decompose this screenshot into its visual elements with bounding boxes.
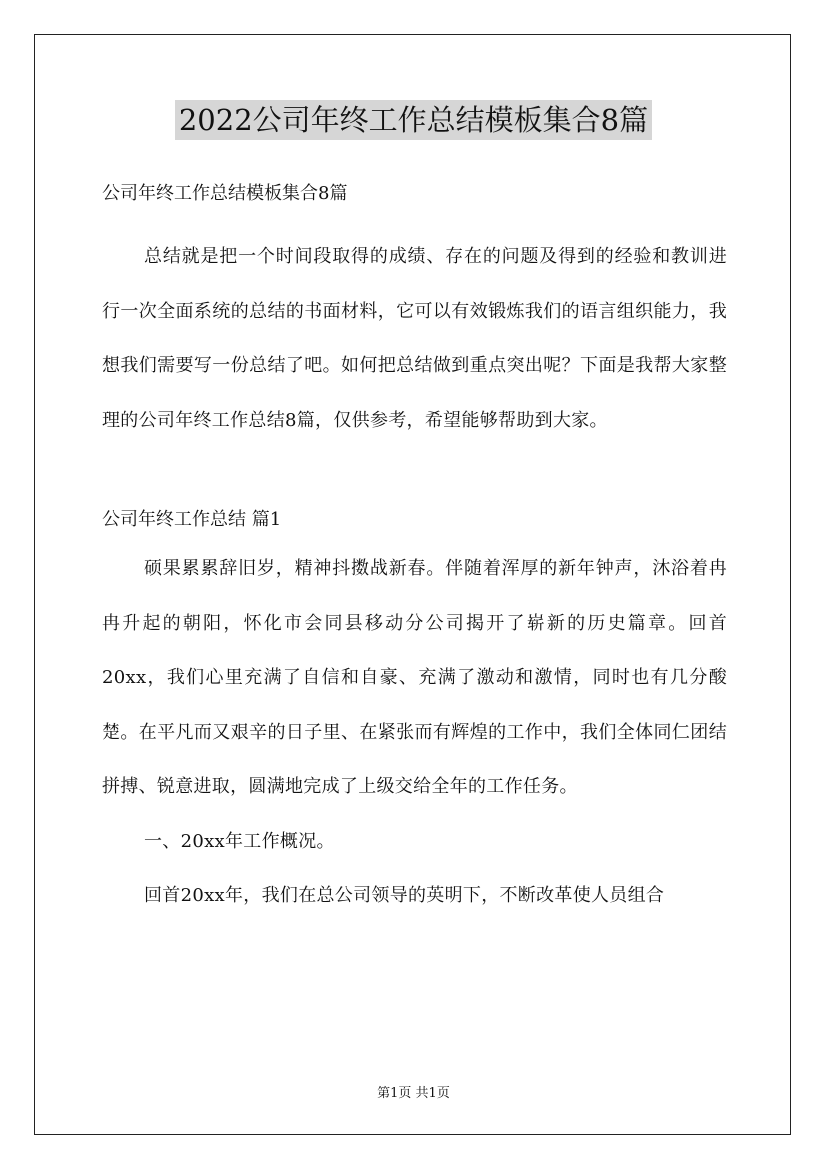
section-subheading: 一、20xx年工作概况。 — [144, 830, 335, 852]
section-paragraph: 硕果累累辞旧岁，精神抖擞战新春。伴随着浑厚的新年钟声，沐浴着冉冉升起的朝阳，怀化市会同县移动分公司揭开了崭新的历史篇章。回首20xx，我们心里充满了自信和自豪、充满了激动和激情，同时也有几分酸楚。在平凡而又艰辛的日子里、在紧张而有辉煌的工作中，我们全体同仁团结拼搏、锐意进取，圆满地完成了上级交给全年的工作任务。 — [102, 558, 727, 797]
intro-paragraph: 总结就是把一个时间段取得的成绩、存在的问题及得到的经验和教训进行一次全面系统的总结的书面材料，它可以有效锻炼我们的语言组织能力，我想我们需要写一份总结了吧。如何把总结做到重点突出呢？下面是我帮大家整理的公司年终工作总结8篇，仅供参考，希望能够帮助到大家。 — [102, 246, 727, 431]
title-container — [0, 100, 827, 140]
document-body — [102, 172, 727, 924]
section-heading: 公司年终工作总结 篇1 — [102, 509, 282, 530]
section-paragraph: 回首20xx年，我们在总公司领导的英明下，不断改革使人员组合 — [144, 885, 665, 906]
document-title: 2022公司年终工作总结模板集合8篇 — [175, 100, 652, 140]
page-footer: 第1页 共1页 — [377, 1086, 450, 1101]
document-subtitle: 公司年终工作总结模板集合8篇 — [102, 183, 348, 204]
